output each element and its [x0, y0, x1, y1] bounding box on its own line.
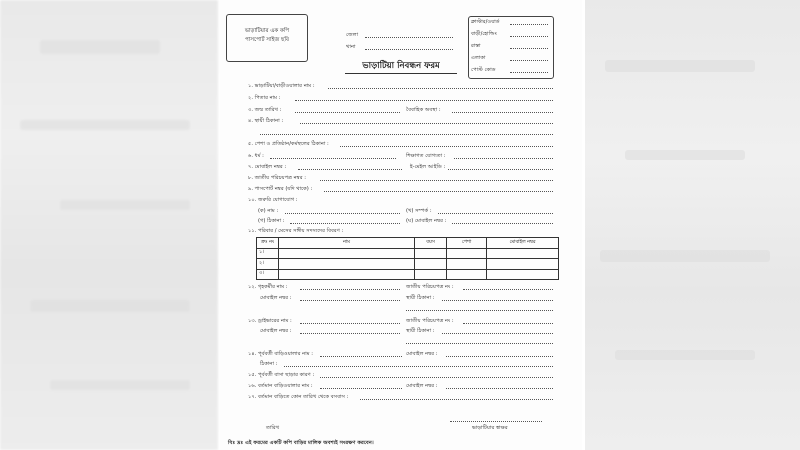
field-3-label: ৩. জন্ম তারিখ :: [248, 107, 282, 113]
cell-occupation[interactable]: [447, 269, 487, 280]
field-13b[interactable]: [463, 323, 553, 324]
field-6[interactable]: [270, 158, 396, 159]
field-14-label: ১৪. পূর্ববর্তী বাড়িওয়ালার নাম :: [248, 351, 314, 357]
field-6b-label: শিক্ষাগত যোগ্যতা :: [406, 153, 446, 159]
table-row[interactable]: [257, 259, 559, 270]
field-6b[interactable]: [454, 158, 553, 159]
field-10b[interactable]: [438, 213, 553, 214]
row-serial: ১।: [257, 248, 279, 259]
field-8-label: ৮. জাতীয় পরিচয়পত্র নম্বর :: [248, 175, 306, 181]
footer-note: বিঃ দ্রঃ এই ফরমের একটি কপি বাড়ির মালিক অবশ্যই সংরক্ষণ করবেন।: [228, 440, 374, 446]
field-2-label: ২. পিতার নাম :: [248, 95, 281, 101]
field-10d-label: (ঘ) মোবাইল নম্বর :: [406, 218, 447, 224]
field-17-label: ১৭. বর্তমান বাড়িতে কোন তারিখ থেকে বসবাস :: [248, 394, 349, 400]
thana-label: থানা: [346, 44, 356, 50]
district-label: জেলা: [346, 32, 359, 38]
field-1-label: ১. ভাড়াটিয়া/বাড়ীওয়ালার নাম :: [248, 83, 315, 89]
col-mobile: মোবাইল নম্বর: [487, 238, 559, 249]
field-14c-label: ঠিকানা :: [260, 361, 278, 367]
field-15-label: ১৫. পূর্ববর্তী বাসা ছাড়ার কারণ :: [248, 372, 315, 378]
row-serial: ৩।: [257, 269, 279, 280]
field-14[interactable]: [320, 356, 402, 357]
cell-name[interactable]: [279, 259, 415, 270]
field-3[interactable]: [295, 112, 400, 113]
field-13[interactable]: [300, 323, 400, 324]
table-row[interactable]: [257, 269, 559, 280]
field-4-label: ৪. স্থায়ী ঠিকানা :: [248, 118, 284, 124]
field-16b-label: মোবাইল নম্বর :: [406, 383, 438, 389]
col-name: নাম: [279, 238, 415, 249]
field-12d[interactable]: [442, 300, 553, 301]
field-13d-line2[interactable]: [406, 343, 553, 344]
office-field-1[interactable]: [510, 36, 548, 37]
photo-box-line1: ভাড়াটিয়ার এক কপি: [244, 28, 290, 34]
field-7[interactable]: [298, 169, 402, 170]
field-9-label: ৯. পাসপোর্ট নম্বর (যদি থাকে) :: [248, 186, 313, 192]
office-label-2: রাস্তা: [471, 43, 481, 49]
blurred-background-left: [0, 0, 218, 450]
form-title: ভাড়াটিয়া নিবন্ধন ফরম: [345, 60, 457, 74]
field-7b-label: ই-মেইল আইডি :: [410, 164, 446, 170]
field-13-label: ১৩. ড্রাইভারের নাম :: [248, 318, 292, 324]
field-10-label: ১০. জরুরি যোগাযোগ :: [248, 197, 298, 203]
signature-line[interactable]: [450, 421, 542, 422]
field-12b[interactable]: [463, 289, 553, 290]
field-4[interactable]: [300, 123, 553, 124]
field-5[interactable]: [340, 146, 553, 147]
cell-age[interactable]: [415, 248, 447, 259]
col-serial: ক্রঃ নং: [257, 238, 279, 249]
field-13c-label: মোবাইল নম্বর :: [260, 328, 292, 334]
blurred-background-right: [585, 0, 800, 450]
field-10d[interactable]: [452, 223, 553, 224]
field-10c[interactable]: [290, 223, 400, 224]
field-14b[interactable]: [446, 356, 553, 357]
field-11-label: ১১. পরিবার / মেসের সঙ্গীয় সদস্যদের বিবরণ :: [248, 228, 344, 234]
photo-box: [226, 14, 308, 62]
cell-mobile[interactable]: [487, 259, 559, 270]
field-5-label: ৫. পেশা ও প্রতিষ্ঠান/কর্মস্থলের ঠিকানা :: [248, 141, 329, 147]
office-label-3: এলাকা: [471, 55, 486, 61]
cell-occupation[interactable]: [447, 248, 487, 259]
office-label-0: ক্লাস্টার/ওয়ার্ড: [471, 19, 500, 25]
field-12c[interactable]: [300, 300, 400, 301]
table-header-row: [257, 238, 559, 249]
field-12c-label: মোবাইল নম্বর :: [260, 295, 292, 301]
cell-age[interactable]: [415, 259, 447, 270]
field-13d-label: স্থায়ী ঠিকানা :: [406, 328, 435, 334]
field-7b[interactable]: [448, 169, 553, 170]
field-10b-label: (খ) সম্পর্ক :: [406, 208, 432, 214]
field-17[interactable]: [360, 399, 553, 400]
field-14b-label: মোবাইল নম্বর :: [406, 351, 438, 357]
field-10a[interactable]: [285, 213, 400, 214]
row-serial: ২।: [257, 259, 279, 270]
field-12[interactable]: [300, 289, 400, 290]
field-14c[interactable]: [284, 366, 553, 367]
field-12-label: ১২. গৃহকর্মীর নাম :: [248, 284, 288, 290]
field-1[interactable]: [328, 88, 553, 89]
office-field-2[interactable]: [510, 48, 548, 49]
field-16-label: ১৬. বর্তমান বাড়িওয়ালার নাম :: [248, 383, 313, 389]
signature-label: ভাড়াটিয়ার স্বাক্ষর: [472, 425, 508, 431]
cell-age[interactable]: [415, 269, 447, 280]
col-occupation: পেশা: [447, 238, 487, 249]
field-4-line2[interactable]: [260, 134, 553, 135]
field-12d-label: স্থায়ী ঠিকানা :: [406, 295, 435, 301]
field-9[interactable]: [324, 191, 553, 192]
cell-name[interactable]: [279, 248, 415, 259]
tenant-registration-form: [220, 0, 582, 450]
field-12b-label: জাতীয় পরিচয়পত্র নং :: [406, 284, 454, 290]
field-16[interactable]: [320, 388, 402, 389]
field-12d-line2[interactable]: [406, 310, 553, 311]
cell-occupation[interactable]: [447, 259, 487, 270]
table-row[interactable]: [257, 248, 559, 259]
photo-box-line2: পাসপোর্ট সাইজ ছবি: [245, 37, 289, 43]
office-label-4: পোস্ট কোড: [471, 67, 496, 73]
office-field-0[interactable]: [510, 24, 548, 25]
field-3b[interactable]: [452, 112, 553, 113]
field-13c[interactable]: [300, 333, 400, 334]
field-8[interactable]: [320, 180, 553, 181]
date-label: তারিখ: [266, 425, 280, 431]
office-label-1: বাড়ী/হোল্ডিং: [471, 31, 497, 37]
field-10c-label: (গ) ঠিকানা :: [258, 218, 285, 224]
field-13d[interactable]: [442, 333, 553, 334]
district-field[interactable]: [365, 37, 453, 38]
cell-name[interactable]: [279, 269, 415, 280]
office-field-4[interactable]: [510, 72, 548, 73]
cell-mobile[interactable]: [487, 248, 559, 259]
field-7-label: ৭. মোবাইল নম্বর :: [248, 164, 287, 170]
office-field-3[interactable]: [510, 60, 548, 61]
field-3b-label: বৈবাহিক অবস্থা :: [406, 107, 441, 113]
field-2[interactable]: [295, 100, 553, 101]
family-members-table: [256, 237, 559, 280]
cell-mobile[interactable]: [487, 269, 559, 280]
field-10a-label: (ক) নাম :: [258, 208, 279, 214]
col-age: বয়স: [415, 238, 447, 249]
field-16b[interactable]: [446, 388, 553, 389]
thana-field[interactable]: [365, 49, 453, 50]
field-13b-label: জাতীয় পরিচয়পত্র নং :: [406, 318, 454, 324]
field-6-label: ৬. ধর্ম :: [248, 153, 264, 159]
field-15[interactable]: [320, 377, 553, 378]
